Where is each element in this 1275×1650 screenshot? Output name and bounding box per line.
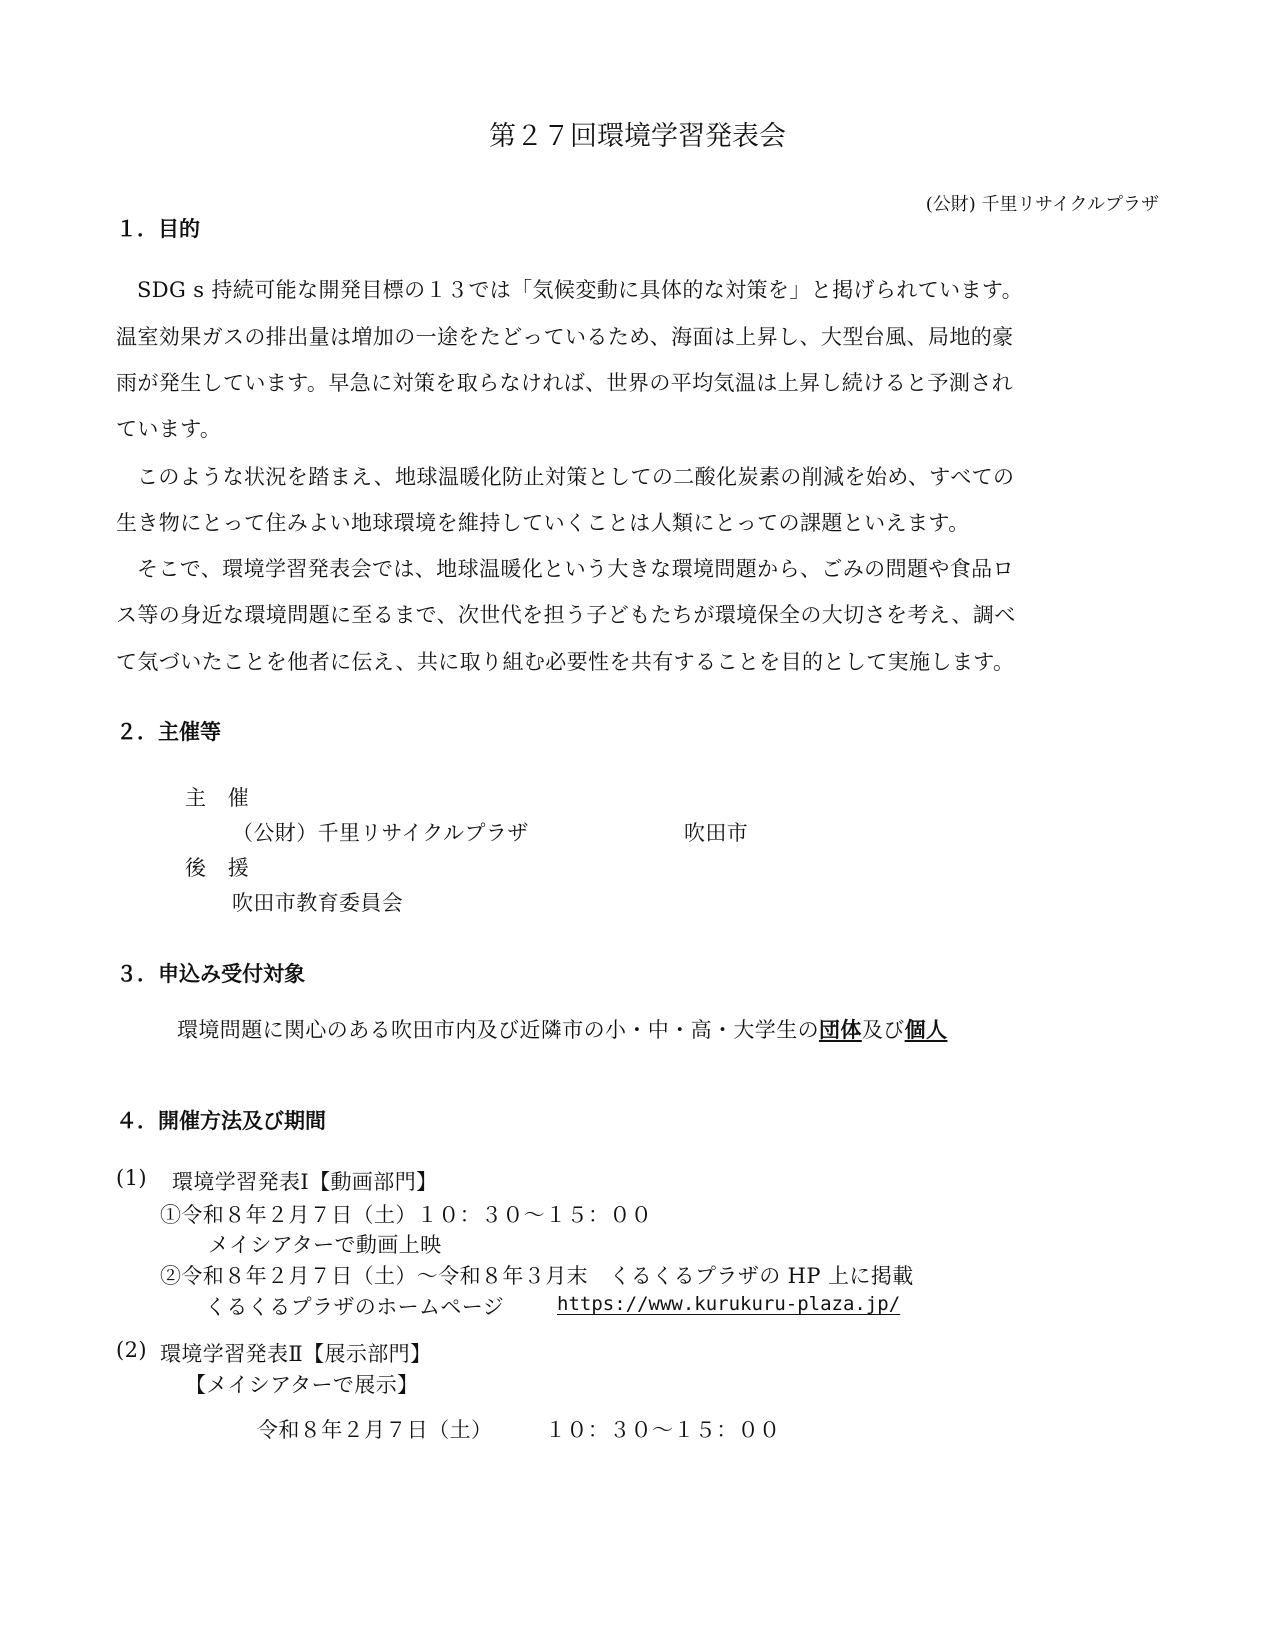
item-1b-note: くるくるプラザのホームページ	[205, 1295, 505, 1319]
document-title: 第２７回環境学習発表会	[489, 121, 786, 152]
item-2-number: (2)	[116, 1338, 147, 1362]
purpose-line-7: そこで、環境学習発表会では、地球温暖化という大きな環境問題から、ごみの問題や食品ロ	[137, 557, 1014, 581]
eligibility-individual: 個人	[904, 1017, 948, 1042]
item-1-title: 環境学習発表Ⅰ【動画部門】	[172, 1170, 438, 1194]
purpose-line-1: SDG s 持続可能な開発目標の１３では「気候変動に具体的な対策を」と掲げられています。	[137, 278, 1024, 302]
purpose-line-5: このような状況を踏まえ、地球温暖化防止対策としての二酸化炭素の削減を始め、すべての	[137, 465, 1015, 489]
item-2-time: １０：３０～１５：００	[545, 1418, 781, 1442]
eligibility-group: 団体	[819, 1017, 862, 1042]
organization-name: (公財) 千里リサイクルプラザ	[925, 194, 1159, 215]
support-organization: 吹田市教育委員会	[232, 891, 404, 915]
purpose-line-8: ス等の身近な環境問題に至るまで、次世代を担う子どもたちが環境保全の大切さを考え、調べ	[116, 603, 1016, 627]
item-2-title: 環境学習発表Ⅱ【展示部門】	[160, 1342, 432, 1366]
purpose-line-9: て気づいたことを他者に伝え、共に取り組む必要性を共有することを目的として実施します。	[116, 650, 1015, 674]
item-1a-note: メイシアターで動画上映	[208, 1233, 442, 1257]
section-1-heading: １．目的	[116, 217, 200, 241]
homepage-link[interactable]: https://www.kurukuru-plaza.jp/	[557, 1293, 901, 1315]
eligibility-and: 及び	[861, 1018, 905, 1042]
section-2-heading: ２．主催等	[116, 720, 221, 744]
eligibility-text	[177, 1014, 947, 1044]
section-3-heading: ３．申込み受付対象	[116, 962, 305, 986]
item-1b-period: ②令和８年２月７日（土）～令和８年３月末 くるくるプラザの HP 上に掲載	[160, 1264, 914, 1288]
item-1a-date: ①令和８年２月７日（土）１０：３０～１５：００	[160, 1203, 653, 1227]
purpose-line-4: ています。	[116, 417, 222, 441]
item-1-number: (1)	[116, 1166, 147, 1190]
purpose-line-2: 温室効果ガスの排出量は増加の一途をたどっているため、海面は上昇し、大型台風、局地的豪	[116, 325, 1014, 349]
item-2-date: 令和８年２月７日（土）	[257, 1418, 493, 1442]
purpose-line-6: 生き物にとって住みよい地球環境を維持していくことは人類にとっての課題といえます。	[116, 511, 970, 535]
eligibility-text-main: 環境問題に関心のある吹田市内及び近隣市の小・中・高・大学生の	[177, 1018, 819, 1042]
purpose-line-3: 雨が発生しています。早急に対策を取らなければ、世界の平均気温は上昇し続けると予測され	[116, 371, 1014, 395]
support-label: 後 援	[185, 856, 250, 880]
host-organization: （公財）千里リサイクルプラザ	[232, 821, 529, 845]
host-city: 吹田市	[684, 821, 749, 845]
item-2-subtitle: 【メイシアターで展示】	[185, 1373, 419, 1397]
section-4-heading: ４．開催方法及び期間	[116, 1109, 326, 1133]
host-label: 主 催	[185, 786, 250, 810]
